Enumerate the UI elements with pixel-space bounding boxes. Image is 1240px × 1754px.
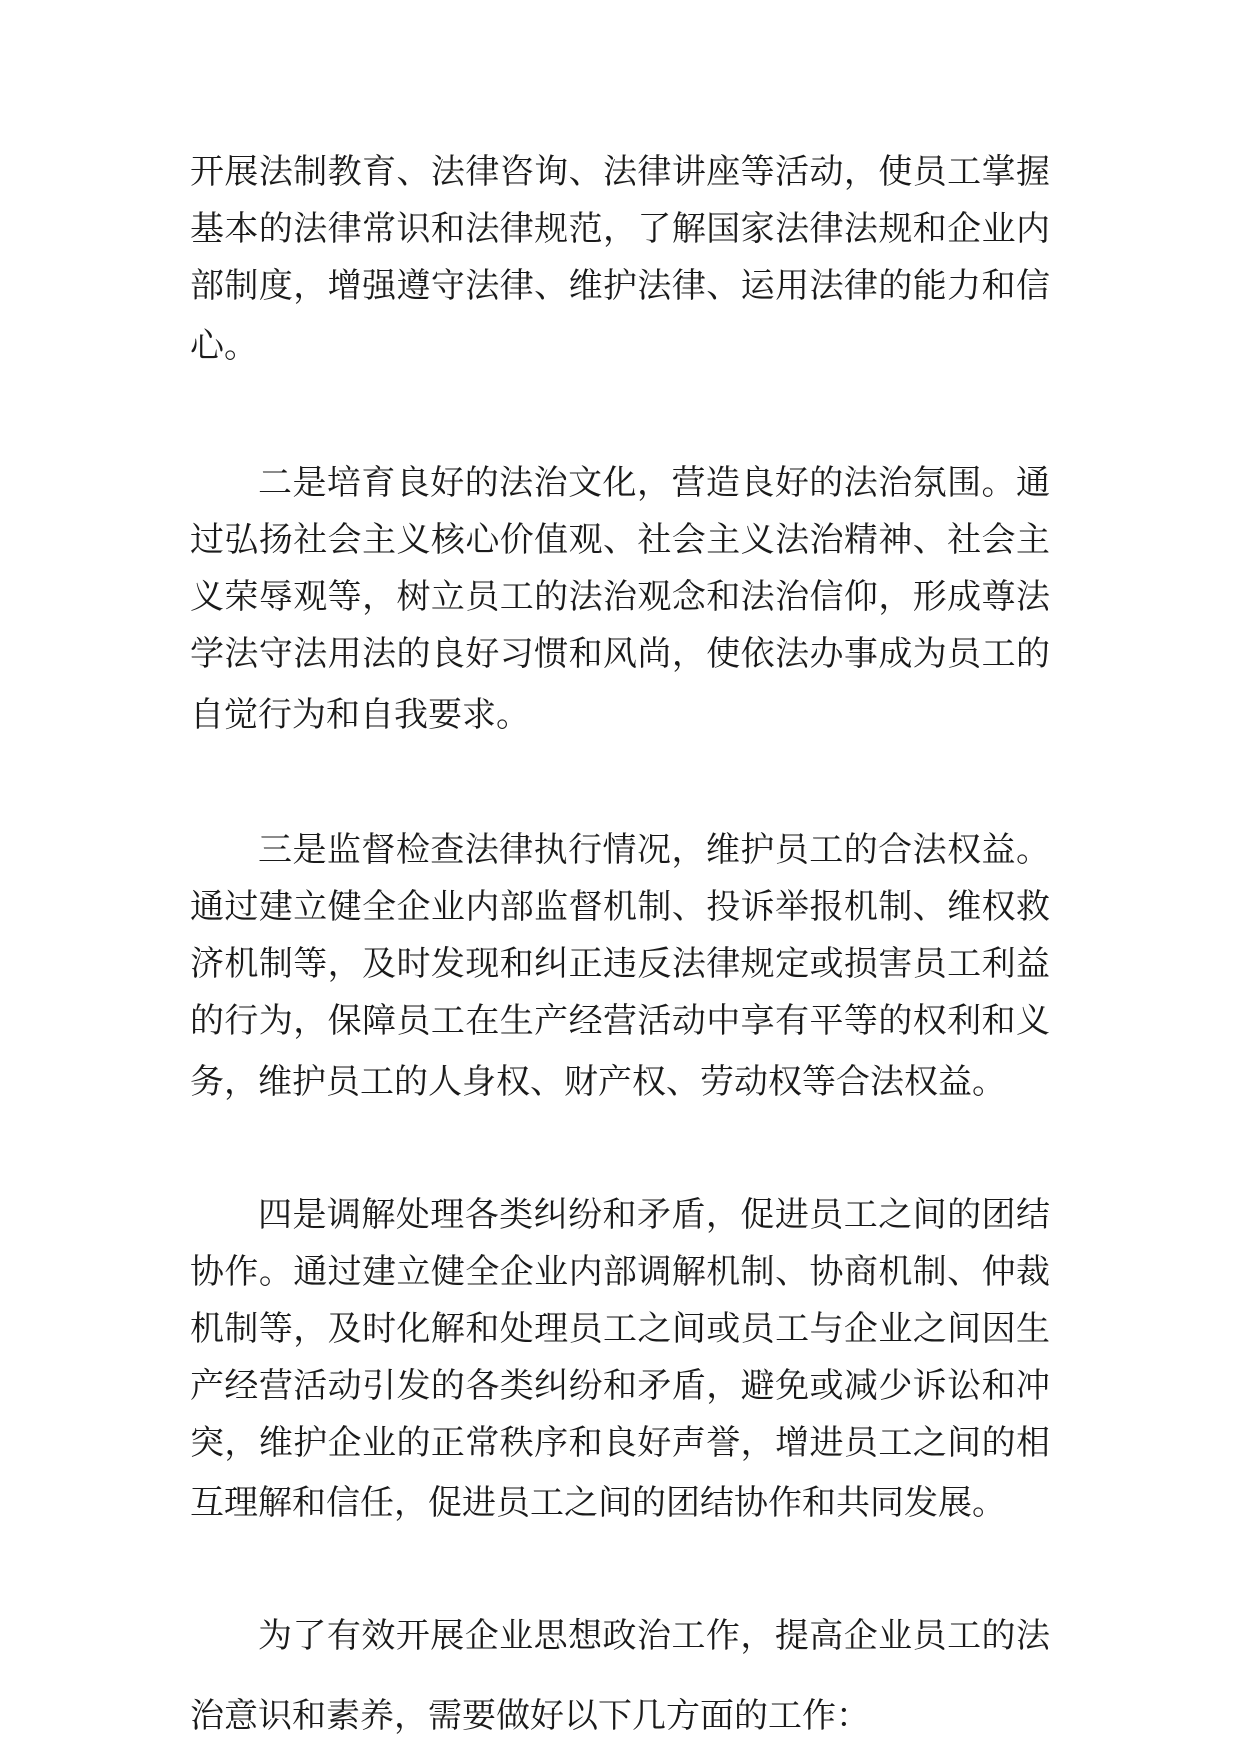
paragraph-line: 三是监督检查法律执行情况，维护员工的合法权益。 <box>258 830 1050 870</box>
paragraph-line: 基本的法律常识和法律规范，了解国家法律法规和企业内 <box>190 209 1050 249</box>
paragraph-line: 二是培育良好的法治文化，营造良好的法治氛围。通 <box>258 463 1050 503</box>
paragraph-line: 开展法制教育、法律咨询、法律讲座等活动，使员工掌握 <box>190 152 1050 192</box>
paragraph-line: 的行为，保障员工在生产经营活动中享有平等的权利和义 <box>190 1001 1050 1041</box>
paragraph-line: 通过建立健全企业内部监督机制、投诉举报机制、维权救 <box>190 887 1050 927</box>
paragraph-line: 协作。通过建立健全企业内部调解机制、协商机制、仲裁 <box>190 1252 1050 1292</box>
paragraph-line: 务，维护员工的人身权、财产权、劳动权等合法权益。 <box>190 1062 1006 1102</box>
paragraph-line: 互理解和信任，促进员工之间的团结协作和共同发展。 <box>190 1483 1006 1523</box>
paragraph-line: 四是调解处理各类纠纷和矛盾，促进员工之间的团结 <box>258 1195 1050 1235</box>
paragraph-line: 心。 <box>190 326 258 366</box>
paragraph-line: 机制等，及时化解和处理员工之间或员工与企业之间因生 <box>190 1309 1050 1349</box>
paragraph-line: 治意识和素养，需要做好以下几方面的工作： <box>190 1696 870 1736</box>
paragraph-line: 义荣辱观等，树立员工的法治观念和法治信仰，形成尊法 <box>190 577 1050 617</box>
paragraph-line: 突，维护企业的正常秩序和良好声誉，增进员工之间的相 <box>190 1423 1050 1463</box>
paragraph-line: 产经营活动引发的各类纠纷和矛盾，避免或减少诉讼和冲 <box>190 1366 1050 1406</box>
paragraph-line: 学法守法用法的良好习惯和风尚，使依法办事成为员工的 <box>190 634 1050 674</box>
paragraph-line: 为了有效开展企业思想政治工作，提高企业员工的法 <box>258 1616 1050 1656</box>
paragraph-line: 过弘扬社会主义核心价值观、社会主义法治精神、社会主 <box>190 520 1050 560</box>
paragraph-line: 部制度，增强遵守法律、维护法律、运用法律的能力和信 <box>190 266 1050 306</box>
paragraph-line: 济机制等，及时发现和纠正违反法律规定或损害员工利益 <box>190 944 1050 984</box>
paragraph-line: 自觉行为和自我要求。 <box>190 695 530 735</box>
